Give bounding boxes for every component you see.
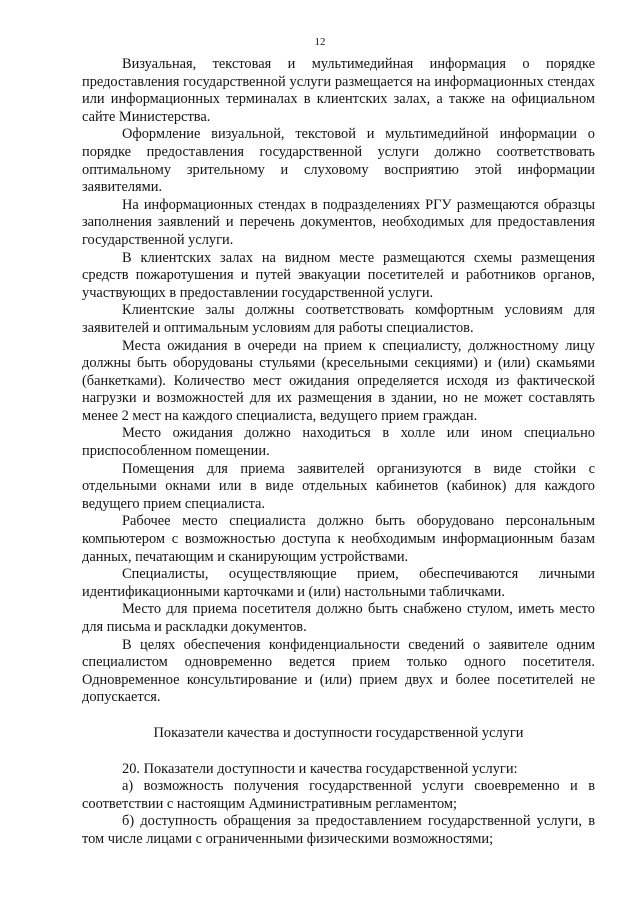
paragraph: Рабочее место специалиста должно быть оборудовано персональным компьютером с возможностью доступа к необходимым информационным базам данных, печатающим и сканирующим устройствами. bbox=[82, 513, 595, 565]
paragraph: На информационных стендах в подразделениях РГУ размещаются образцы заполнения заявлений и перечень документов, необходимых для предоставления государственной услуги. bbox=[82, 196, 595, 248]
page-number: 12 bbox=[314, 36, 326, 48]
paragraph: Оформление визуальной, текстовой и мультимедийной информации о порядке предоставления государственной услуги должно соответствовать оптимальному зрительному и слуховому восприятию этой информации заявителями. bbox=[82, 126, 595, 196]
paragraph: Клиентские залы должны соответствовать комфортным условиям для заявителей и оптимальным условиям для работы специалистов. bbox=[82, 302, 595, 336]
paragraph: В клиентских залах на видном месте размещаются схемы размещения средств пожаротушения и путей эвакуации посетителей и работников органов, участвующих в предоставлении государственной услуги. bbox=[82, 249, 595, 301]
list-item: 20. Показатели доступности и качества государственной услуги: bbox=[122, 760, 518, 777]
paragraph: В целях обеспечения конфиденциальности сведений о заявителе одним специалистом одновременно ведется прием только одного посетителя. Одновременное консультирование и (или) прием двух и более посетителей не допускается. bbox=[82, 636, 595, 706]
paragraph: Визуальная, текстовая и мультимедийная информация о порядке предоставления государственной услуги размещается на информационных стендах или информационных терминалах в клиентских залах, а также на официальном сайте Министерства. bbox=[82, 56, 595, 125]
list-item: б) доступность обращения за предоставлением государственной услуги, в том числе лицами с ограниченными физическими возможностями; bbox=[82, 813, 595, 847]
section-heading: Показатели качества и доступности государственной услуги bbox=[153, 724, 524, 741]
document-body bbox=[82, 56, 595, 849]
paragraph: Место для приема посетителя должно быть снабжено стулом, иметь место для письма и раскладки документов. bbox=[82, 601, 595, 635]
list-item: а) возможность получения государственной услуги своевременно и в соответствии с настоящим Административным регламентом; bbox=[82, 778, 595, 812]
paragraph: Специалисты, осуществляющие прием, обеспечиваются личными идентификационными карточками и (или) настольными табличками. bbox=[82, 566, 595, 600]
paragraph: Места ожидания в очереди на прием к специалисту, должностному лицу должны быть оборудованы стульями (кресельными секциями) и (или) скамьями (банкетками). Количество мест ожидания определяется исходя из фактической нагрузки и возможностей для их размещения в здании, но не может составлять менее 2 мест на каждого специалиста, ведущего прием граждан. bbox=[82, 337, 595, 424]
paragraph: Помещения для приема заявителей организуются в виде стойки с отдельными окнами или в виде отдельных кабинетов (кабинок) для каждого ведущего прием специалиста. bbox=[82, 460, 595, 512]
paragraph: Место ожидания должно находиться в холле или ином специально приспособленном помещении. bbox=[82, 425, 595, 460]
